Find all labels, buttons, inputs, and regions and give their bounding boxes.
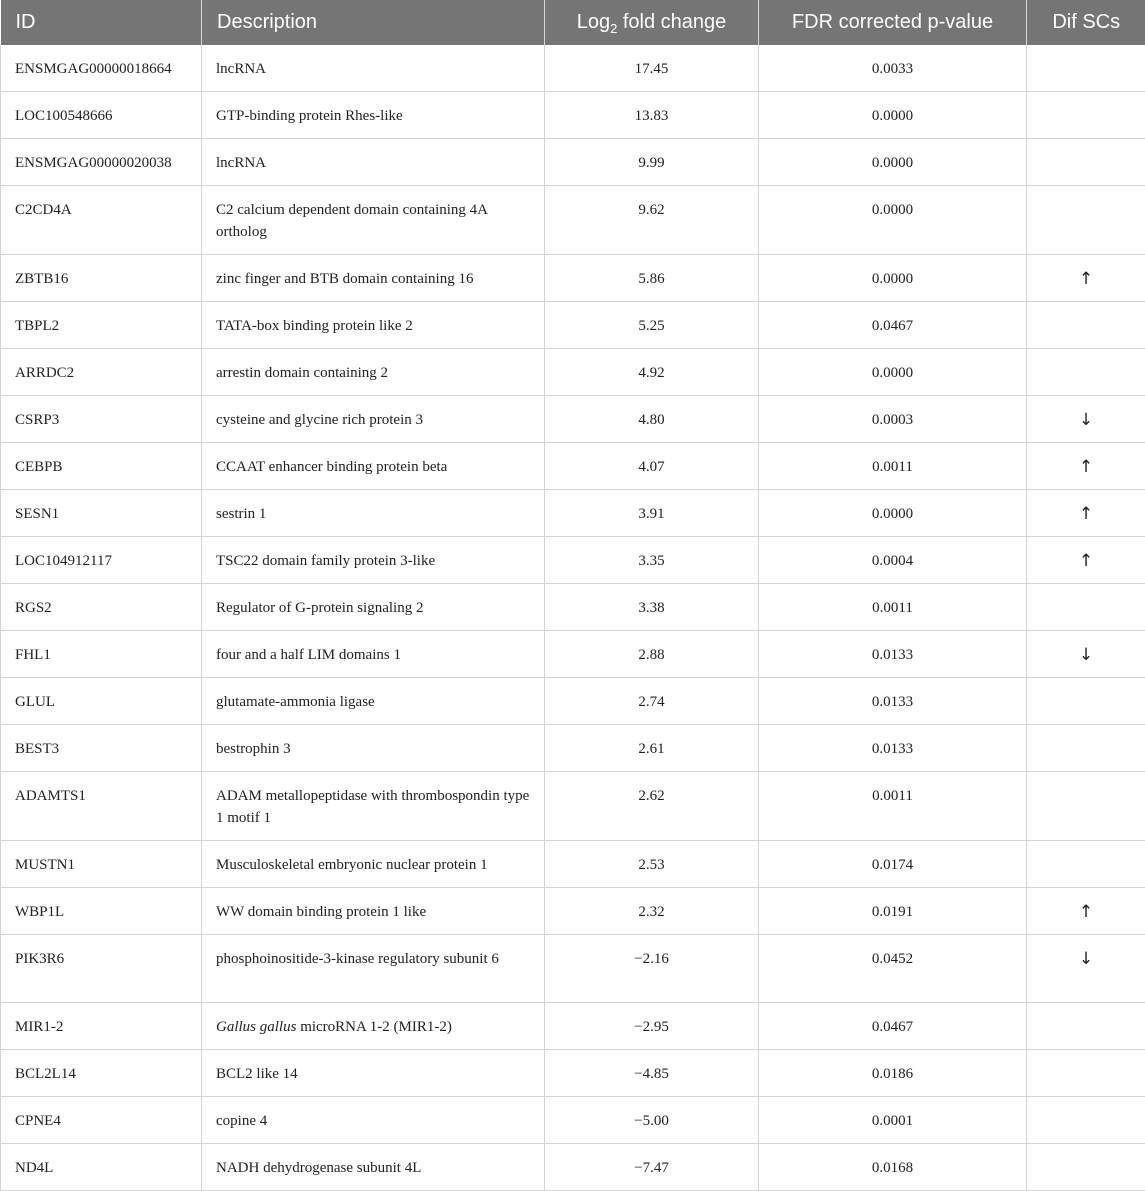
p-value-cell: 0.0168: [759, 1143, 1027, 1190]
description-cell: [202, 725, 545, 772]
description-cell: [202, 1143, 545, 1190]
description-cell: [202, 1096, 545, 1143]
gene-id-cell: RGS2: [1, 584, 202, 631]
header-id: ID: [1, 0, 202, 45]
dif-scs-arrow-cell: ↑: [1027, 490, 1145, 537]
table-header: [1, 0, 1145, 45]
p-value-cell: 0.0000: [759, 139, 1027, 186]
table-row: [1, 139, 1145, 186]
table-row: [1, 841, 1145, 888]
p-value-cell: 0.0133: [759, 631, 1027, 678]
table-row: [1, 396, 1145, 443]
p-value-cell: 0.0011: [759, 584, 1027, 631]
gene-id-cell: PIK3R6: [1, 935, 202, 1003]
dif-scs-arrow-cell: [1027, 139, 1145, 186]
description-cell: [202, 45, 545, 92]
dif-scs-arrow-cell: [1027, 841, 1145, 888]
description-text: Regulator of G-protein signaling 2: [216, 600, 423, 616]
dif-scs-arrow-cell: [1027, 92, 1145, 139]
description-cell: [202, 537, 545, 584]
fold-change-cell: 2.62: [545, 772, 759, 841]
dif-scs-arrow-cell: [1027, 678, 1145, 725]
description-cell: [202, 139, 545, 186]
p-value-cell: 0.0000: [759, 255, 1027, 302]
fold-change-cell: 3.35: [545, 537, 759, 584]
p-value-cell: 0.0467: [759, 302, 1027, 349]
description-cell: [202, 349, 545, 396]
description-cell: [202, 490, 545, 537]
gene-id-cell: ENSMGAG00000018664: [1, 45, 202, 92]
dif-scs-arrow-cell: [1027, 1143, 1145, 1190]
dif-scs-arrow-cell: ↓: [1027, 631, 1145, 678]
dif-scs-arrow-cell: [1027, 584, 1145, 631]
dif-scs-arrow-cell: [1027, 772, 1145, 841]
p-value-cell: 0.0000: [759, 92, 1027, 139]
fold-change-cell: 2.32: [545, 888, 759, 935]
description-text: sestrin 1: [216, 506, 266, 522]
gene-id-cell: ENSMGAG00000020038: [1, 139, 202, 186]
table-row: [1, 1143, 1145, 1190]
dif-scs-arrow-cell: ↑: [1027, 537, 1145, 584]
table-row: [1, 888, 1145, 935]
fold-change-cell: 13.83: [545, 92, 759, 139]
fold-change-cell: 5.86: [545, 255, 759, 302]
fold-change-cell: 5.25: [545, 302, 759, 349]
description-text: WW domain binding protein 1 like: [216, 904, 426, 920]
table-row: [1, 1002, 1145, 1049]
gene-id-cell: TBPL2: [1, 302, 202, 349]
p-value-cell: 0.0000: [759, 186, 1027, 255]
gene-id-cell: ADAMTS1: [1, 772, 202, 841]
description-text: arrestin domain containing 2: [216, 365, 388, 381]
fold-change-cell: −2.95: [545, 1002, 759, 1049]
p-value-cell: 0.0011: [759, 772, 1027, 841]
description-cell: [202, 935, 545, 1003]
table-row: [1, 302, 1145, 349]
header-dif-scs: Dif SCs: [1027, 0, 1145, 45]
gene-id-cell: LOC100548666: [1, 92, 202, 139]
p-value-cell: 0.0191: [759, 888, 1027, 935]
header-description: Description: [202, 0, 545, 45]
description-text: CCAAT enhancer binding protein beta: [216, 459, 447, 475]
description-cell: [202, 1049, 545, 1096]
description-text: microRNA 1-2 (MIR1-2): [296, 1019, 451, 1035]
header-log-subscript: 2: [610, 21, 617, 36]
dif-scs-arrow-cell: ↓: [1027, 396, 1145, 443]
table-row: [1, 92, 1145, 139]
fold-change-cell: −4.85: [545, 1049, 759, 1096]
p-value-cell: 0.0011: [759, 443, 1027, 490]
description-text: BCL2 like 14: [216, 1066, 298, 1082]
header-log2-fold-change: [545, 0, 759, 45]
p-value-cell: 0.0001: [759, 1096, 1027, 1143]
fold-change-cell: 9.99: [545, 139, 759, 186]
description-text: C2 calcium dependent domain containing 4A ortholog: [216, 202, 487, 240]
dif-scs-arrow-cell: ↓: [1027, 935, 1145, 1003]
dif-scs-arrow-cell: [1027, 1049, 1145, 1096]
p-value-cell: 0.0452: [759, 935, 1027, 1003]
description-cell: [202, 255, 545, 302]
gene-id-cell: MIR1-2: [1, 1002, 202, 1049]
gene-id-cell: SESN1: [1, 490, 202, 537]
p-value-cell: 0.0003: [759, 396, 1027, 443]
fold-change-cell: 3.38: [545, 584, 759, 631]
gene-id-cell: ND4L: [1, 1143, 202, 1190]
gene-id-cell: GLUL: [1, 678, 202, 725]
table-row: [1, 490, 1145, 537]
fold-change-cell: 2.53: [545, 841, 759, 888]
p-value-cell: 0.0000: [759, 349, 1027, 396]
header-row: [1, 0, 1145, 45]
dif-scs-arrow-cell: [1027, 302, 1145, 349]
fold-change-cell: 2.88: [545, 631, 759, 678]
description-cell: [202, 584, 545, 631]
description-text: bestrophin 3: [216, 741, 291, 757]
description-cell: [202, 888, 545, 935]
gene-id-cell: C2CD4A: [1, 186, 202, 255]
description-text: ADAM metallopeptidase with thrombospondin type 1 motif 1: [216, 788, 529, 826]
gene-id-cell: ZBTB16: [1, 255, 202, 302]
table-row: [1, 935, 1145, 1003]
fold-change-cell: −7.47: [545, 1143, 759, 1190]
p-value-cell: 0.0133: [759, 725, 1027, 772]
table-row: [1, 186, 1145, 255]
description-text: zinc finger and BTB domain containing 16: [216, 271, 473, 287]
description-text: Musculoskeletal embryonic nuclear protein 1: [216, 857, 488, 873]
description-text: TATA-box binding protein like 2: [216, 318, 413, 334]
gene-id-cell: WBP1L: [1, 888, 202, 935]
header-log-suffix: fold change: [617, 11, 726, 33]
gene-id-cell: ARRDC2: [1, 349, 202, 396]
table-row: [1, 349, 1145, 396]
fold-change-cell: 2.74: [545, 678, 759, 725]
description-cell: [202, 396, 545, 443]
table-row: [1, 537, 1145, 584]
fold-change-cell: 2.61: [545, 725, 759, 772]
fold-change-cell: −5.00: [545, 1096, 759, 1143]
dif-scs-arrow-cell: [1027, 1096, 1145, 1143]
table-row: [1, 725, 1145, 772]
fold-change-cell: 3.91: [545, 490, 759, 537]
fold-change-cell: 17.45: [545, 45, 759, 92]
description-text: glutamate-ammonia ligase: [216, 694, 375, 710]
table-row: [1, 443, 1145, 490]
dif-scs-arrow-cell: [1027, 725, 1145, 772]
header-fdr-p-value: FDR corrected p-value: [759, 0, 1027, 45]
table-row: [1, 631, 1145, 678]
table-body: [1, 45, 1145, 1190]
p-value-cell: 0.0133: [759, 678, 1027, 725]
description-cell: [202, 678, 545, 725]
table-row: [1, 584, 1145, 631]
description-text: copine 4: [216, 1113, 267, 1129]
table-row: [1, 255, 1145, 302]
description-cell: [202, 443, 545, 490]
dif-scs-arrow-cell: [1027, 186, 1145, 255]
header-log-prefix: Log: [577, 11, 610, 33]
gene-id-cell: MUSTN1: [1, 841, 202, 888]
fold-change-cell: 9.62: [545, 186, 759, 255]
p-value-cell: 0.0186: [759, 1049, 1027, 1096]
dif-scs-arrow-cell: ↑: [1027, 888, 1145, 935]
description-text: lncRNA: [216, 61, 266, 77]
description-cell: [202, 186, 545, 255]
table-row: [1, 45, 1145, 92]
gene-id-cell: CPNE4: [1, 1096, 202, 1143]
fold-change-cell: 4.92: [545, 349, 759, 396]
gene-id-cell: BEST3: [1, 725, 202, 772]
description-cell: [202, 841, 545, 888]
description-text: four and a half LIM domains 1: [216, 647, 401, 663]
description-italic-text: Gallus gallus: [216, 1019, 296, 1035]
table-row: [1, 772, 1145, 841]
description-text: phosphoinositide-3-kinase regulatory subunit 6: [216, 951, 499, 967]
description-text: lncRNA: [216, 155, 266, 171]
p-value-cell: 0.0033: [759, 45, 1027, 92]
dif-scs-arrow-cell: [1027, 45, 1145, 92]
gene-id-cell: BCL2L14: [1, 1049, 202, 1096]
fold-change-cell: 4.80: [545, 396, 759, 443]
description-cell: [202, 92, 545, 139]
gene-id-cell: CEBPB: [1, 443, 202, 490]
dif-scs-arrow-cell: ↑: [1027, 443, 1145, 490]
dif-scs-arrow-cell: [1027, 1002, 1145, 1049]
gene-id-cell: FHL1: [1, 631, 202, 678]
gene-id-cell: LOC104912117: [1, 537, 202, 584]
dif-scs-arrow-cell: [1027, 349, 1145, 396]
gene-id-cell: CSRP3: [1, 396, 202, 443]
description-cell: [202, 772, 545, 841]
description-text: NADH dehydrogenase subunit 4L: [216, 1160, 421, 1176]
description-text: TSC22 domain family protein 3-like: [216, 553, 435, 569]
p-value-cell: 0.0004: [759, 537, 1027, 584]
table-row: [1, 678, 1145, 725]
table-row: [1, 1096, 1145, 1143]
dif-scs-arrow-cell: ↑: [1027, 255, 1145, 302]
description-cell: [202, 631, 545, 678]
table-row: [1, 1049, 1145, 1096]
description-text: GTP-binding protein Rhes-like: [216, 108, 403, 124]
fold-change-cell: 4.07: [545, 443, 759, 490]
description-text: cysteine and glycine rich protein 3: [216, 412, 423, 428]
p-value-cell: 0.0467: [759, 1002, 1027, 1049]
description-cell: [202, 302, 545, 349]
fold-change-cell: −2.16: [545, 935, 759, 1003]
p-value-cell: 0.0000: [759, 490, 1027, 537]
p-value-cell: 0.0174: [759, 841, 1027, 888]
description-cell: [202, 1002, 545, 1049]
